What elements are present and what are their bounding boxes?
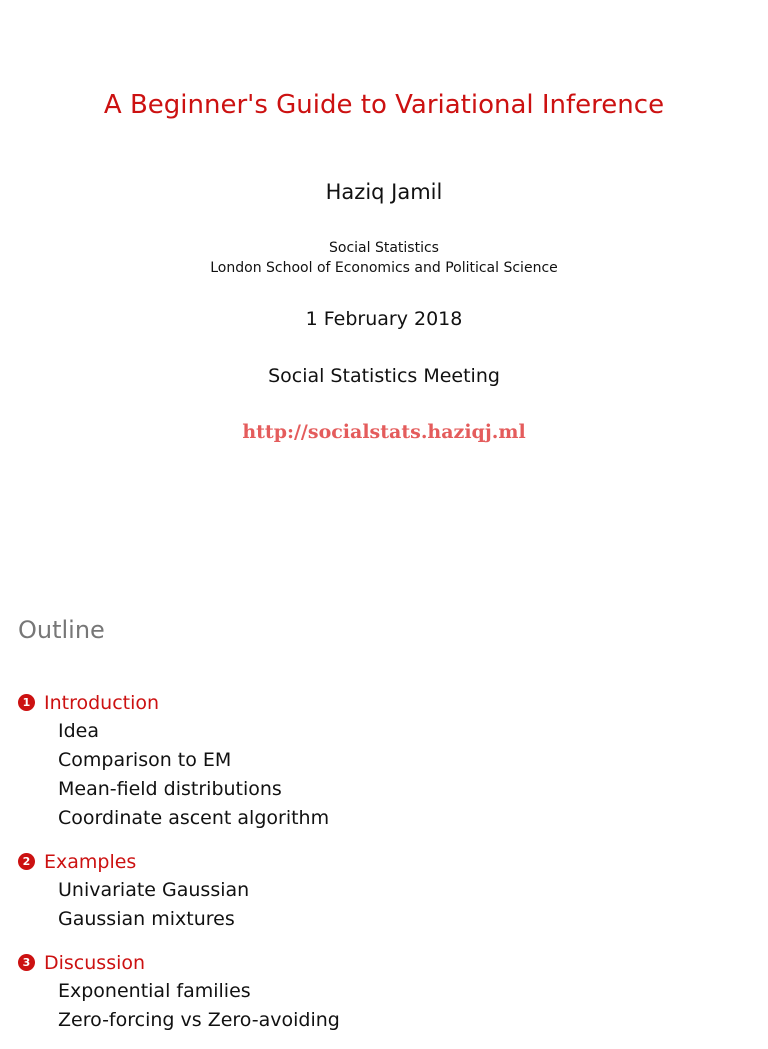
outline-list <box>18 688 340 1049</box>
event-name: Social Statistics Meeting <box>268 365 500 387</box>
section-title: Introduction <box>44 691 160 714</box>
outline-section-introduction <box>18 688 340 833</box>
subsection-item[interactable]: Mean-field distributions <box>58 778 282 800</box>
affiliation-institution: London School of Economics and Political Science <box>210 260 558 276</box>
subsection-item[interactable]: Idea <box>58 720 99 742</box>
subsection-item[interactable]: Zero-forcing vs Zero-avoiding <box>58 1009 340 1031</box>
outline-heading: Outline <box>18 616 105 644</box>
website-link[interactable]: http://socialstats.haziqj.ml <box>242 421 526 443</box>
section-number-badge: 1 <box>18 694 35 711</box>
presentation-title: A Beginner's Guide to Variational Inference <box>103 90 665 120</box>
subsection-item[interactable]: Gaussian mixtures <box>58 908 235 930</box>
outline-slide <box>0 580 768 1031</box>
subsection-item[interactable]: Univariate Gaussian <box>58 879 250 901</box>
outline-section-discussion <box>18 948 340 1035</box>
section-title: Discussion <box>44 951 146 974</box>
section-heading[interactable] <box>18 688 340 717</box>
subsection-item[interactable]: Comparison to EM <box>58 749 232 771</box>
section-number-badge: 3 <box>18 954 35 971</box>
affiliation-department: Social Statistics <box>329 240 439 256</box>
subsection-item[interactable]: Exponential families <box>58 980 251 1002</box>
section-heading[interactable] <box>18 847 340 876</box>
presentation-date: 1 February 2018 <box>305 308 463 330</box>
author-name: Haziq Jamil <box>325 180 443 204</box>
section-number-badge: 2 <box>18 853 35 870</box>
section-title: Examples <box>44 850 137 873</box>
outline-section-examples <box>18 847 340 934</box>
subsection-item[interactable]: Coordinate ascent algorithm <box>58 807 330 829</box>
section-heading[interactable] <box>18 948 340 977</box>
